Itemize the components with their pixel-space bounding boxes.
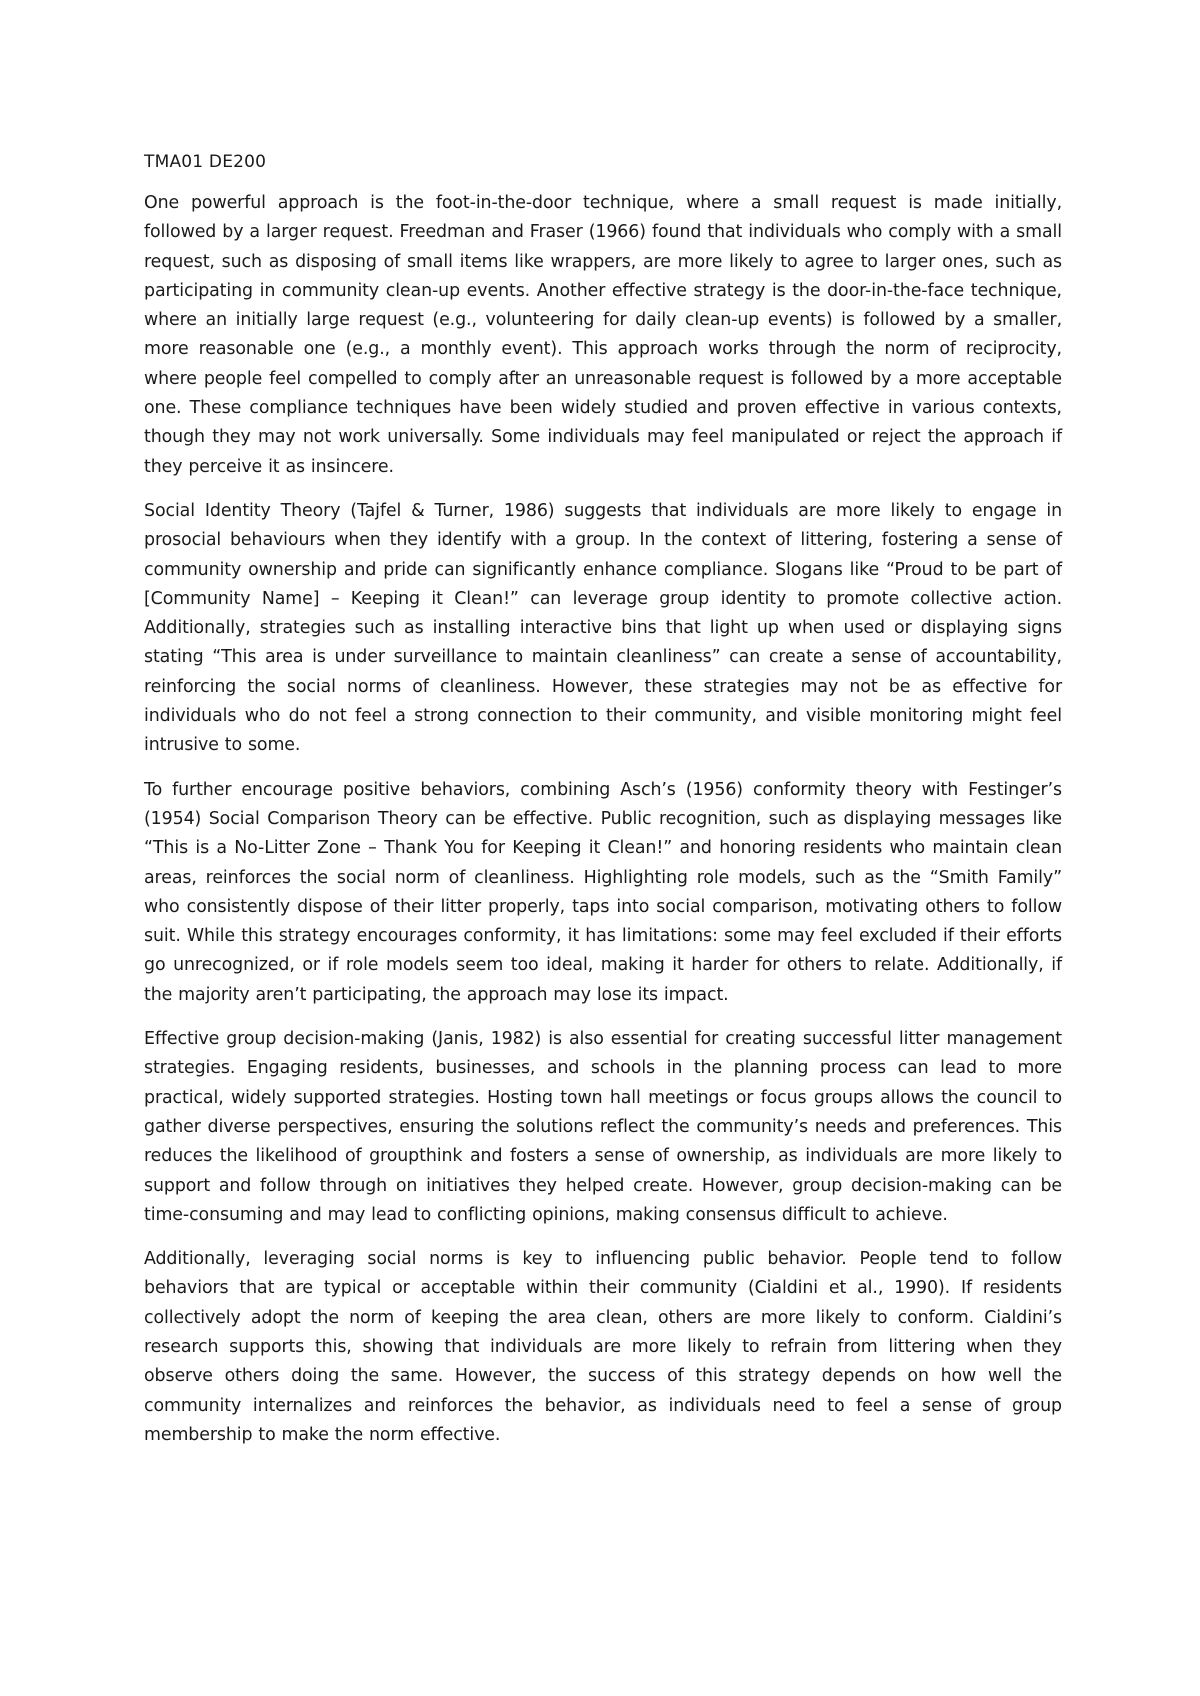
paragraph-compliance-techniques: One powerful approach is the foot-in-the-door technique, where a small request is made initially, followed by a larger request. Freedman and Fraser (1966) found that individuals who comply with a small request, such as disposing of small items like wrappers, are more likely to agree to larger ones, such as participating in community clean-up events. Another effective strategy is the door-in-the-face technique, where an initially large request (e.g., volunteering for daily clean-up events) is followed by a smaller, more reasonable one (e.g., a monthly event). This approach works through the norm of reciprocity, where people feel compelled to comply after an unreasonable request is followed by a more acceptable one. These compliance techniques have been widely studied and proven effective in various contexts, though they may not work universally. Some individuals may feel manipulated or reject the approach if they perceive it as insincere. (144, 193, 1062, 477)
document-page (144, 148, 1062, 1465)
paragraph-conformity-comparison: To further encourage positive behaviors, combining Asch’s (1956) conformity theory with Festinger’s (1954) Social Comparison Theory can be effective. Public recognition, such as displaying messages like “This is a No-Litter Zone – Thank You for Keeping it Clean!” and honoring residents who maintain clean areas, reinforces the social norm of cleanliness. Highlighting role models, such as the “Smith Family” who consistently dispose of their litter properly, taps into social comparison, motivating others to follow suit. While this strategy encourages conformity, it has limitations: some may feel excluded if their efforts go unrecognized, or if role models seem too ideal, making it harder for others to relate. Additionally, if the majority aren’t participating, the approach may lose its impact. (144, 779, 1062, 1005)
paragraph-social-identity: Social Identity Theory (Tajfel & Turner, 1986) suggests that individuals are more likely to engage in prosocial behaviours when they identify with a group. In the context of littering, fostering a sense of community ownership and pride can significantly enhance compliance. Slogans like “Proud to be part of [Community Name] – Keeping it Clean!” can leverage group identity to promote collective action. Additionally, strategies such as installing interactive bins that light up when used or displaying signs stating “This area is under surveillance to maintain cleanliness” can create a sense of accountability, reinforcing the social norms of cleanliness. However, these strategies may not be as effective for individuals who do not feel a strong connection to their community, and visible monitoring might feel intrusive to some. (144, 500, 1062, 756)
document-title: TMA01 DE200 (144, 152, 267, 172)
paragraph-social-norms: Additionally, leveraging social norms is key to influencing public behavior. People tend to follow behaviors that are typical or acceptable within their community (Cialdini et al., 1990). If residents collectively adopt the norm of keeping the area clean, others are more likely to conform. Cialdini’s research supports this, showing that individuals are more likely to refrain from littering when they observe others doing the same. However, the success of this strategy depends on how well the community internalizes and reinforces the behavior, as individuals need to feel a sense of group membership to make the norm effective. (144, 1249, 1062, 1445)
paragraph-group-decision-making: Effective group decision-making (Janis, 1982) is also essential for creating successful litter management strategies. Engaging residents, businesses, and schools in the planning process can lead to more practical, widely supported strategies. Hosting town hall meetings or focus groups allows the council to gather diverse perspectives, ensuring the solutions reflect the community’s needs and preferences. This reduces the likelihood of groupthink and fosters a sense of ownership, as individuals are more likely to support and follow through on initiatives they helped create. However, group decision-making can be time-consuming and may lead to conflicting opinions, making consensus difficult to achieve. (144, 1029, 1062, 1225)
